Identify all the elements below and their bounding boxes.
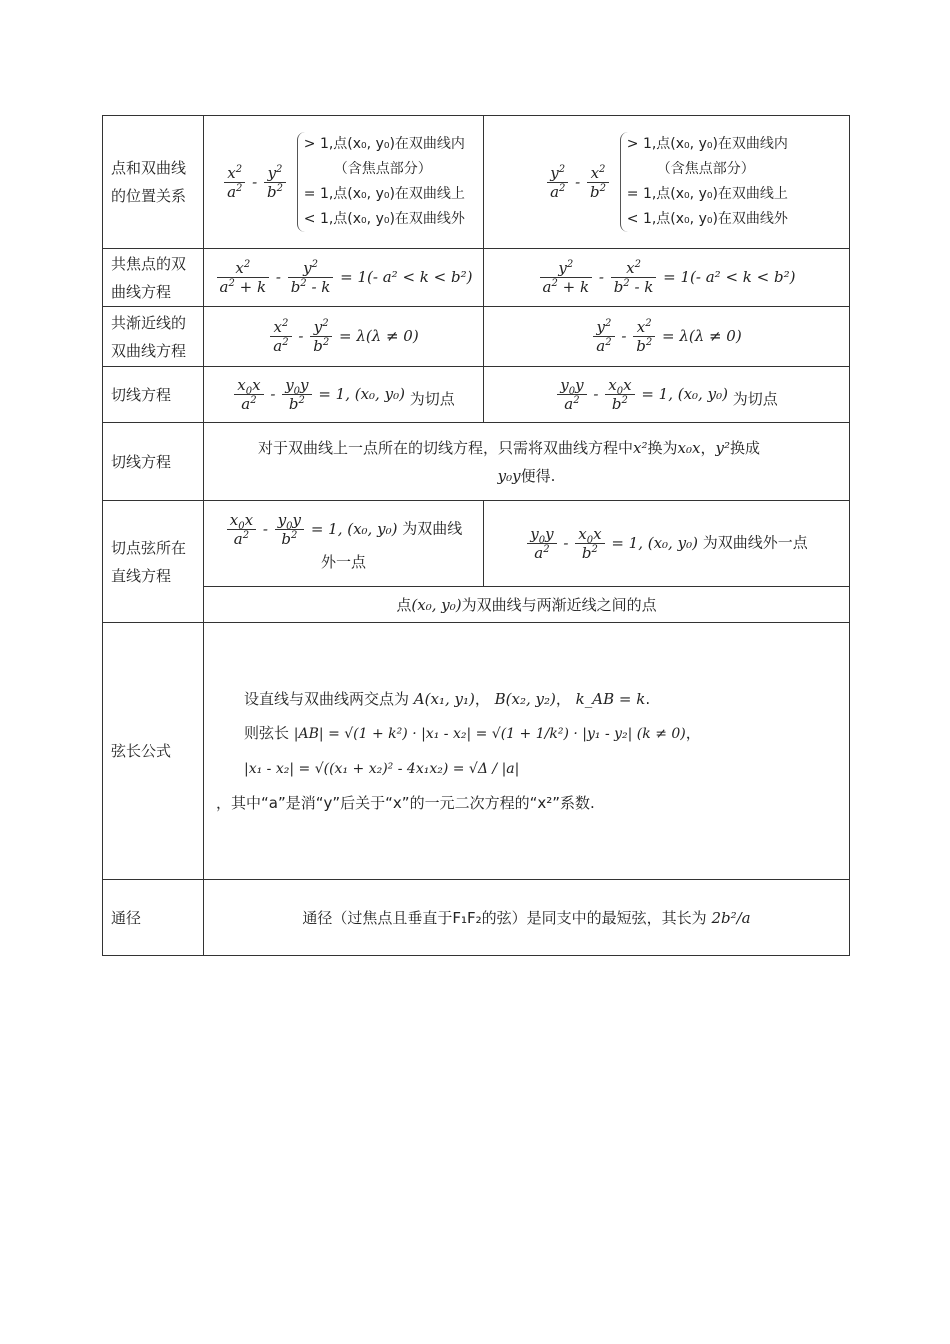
tangent-formula-y: $\frac{y_0y}{a^2}$ - $\frac{x_0x}{b^2}$ = 1, (x₀, y₀) bbox=[555, 385, 732, 403]
row-asymptote bbox=[103, 307, 850, 367]
chord-formula-y: $\frac{y_0y}{a^2}$ - $\frac{x_0x}{b^2}$ = 1, (x₀, y₀) bbox=[525, 534, 702, 552]
row-tangent-point: 切线方程 $\frac{x_0x}{a^2}$ - $\frac{y_0y}{b^2}$ = 1, (x₀, y₀) 为切点 $\frac{y_0y}{a^2}$ - $\frac{x_0x}{b^2}$ = 1, (x₀, y₀) 为切点 bbox=[103, 367, 850, 423]
row-tangent-rule bbox=[103, 423, 850, 501]
x-diff-formula: |x₁ - x₂| = √((x₁ + x₂)² - 4x₁x₂) = √Δ / |a| bbox=[244, 761, 520, 777]
chord-length-text: 设直线与双曲线两交点为 A(x₁, y₁)， B(x₂, y₂)， k_AB = k. 则弦长 |AB| = √(1 + k²) · |x₁ - x₂| = √(1 + 1/k²) · |y₁ - y₂| (k ≠ 0)， |x₁ - x₂| = √((x₁ + x₂)² - 4x₁x₂) = √Δ / |a| ，其中“a”是消“y”后关于“x”的一元二次方程的“x²”系数. bbox=[204, 623, 850, 880]
row-confocal bbox=[103, 249, 850, 307]
confocal-formula-x: $\frac{x^2}{a^2 + k}$ - $\frac{y^2}{b^2 - k}$ = 1(- a² < k < b²) bbox=[215, 268, 473, 286]
chord-formula-x: $\frac{x_0x}{a^2}$ - $\frac{y_0y}{b^2}$ = 1, (x₀, y₀) bbox=[225, 520, 402, 538]
row-chord-of-contact: 切点弦所在直线方程 $\frac{x_0x}{a^2}$ - $\frac{y_0y}{b^2}$ = 1, (x₀, y₀) 为双曲线 外一点 $\frac{y_0y}{a^2}$ - $\frac{x_0x}{b^2}$ = 1, (x₀, y₀) 为双曲线外一点 bbox=[103, 501, 850, 587]
row-latus-rectum bbox=[103, 880, 850, 956]
row-label: 点和双曲线的位置关系 bbox=[103, 116, 204, 249]
position-formula-y: $\frac{y^2}{a^2}$ - $\frac{x^2}{b^2}$ bbox=[545, 173, 616, 191]
row-label: 共焦点的双曲线方程 bbox=[103, 249, 204, 307]
formula-table bbox=[102, 115, 850, 956]
position-formula-x: $\frac{x^2}{a^2}$ - $\frac{y^2}{b^2}$ bbox=[222, 173, 293, 191]
confocal-formula-y: $\frac{y^2}{a^2 + k}$ - $\frac{x^2}{b^2 - k}$ = 1(- a² < k < b²) bbox=[538, 268, 796, 286]
row-chord-length bbox=[103, 623, 850, 880]
asymptote-formula-x: $\frac{x^2}{a^2}$ - $\frac{y^2}{b^2}$ = λ(λ ≠ 0) bbox=[268, 327, 418, 345]
latus-length: 2b²/a bbox=[711, 908, 751, 927]
row-label: 切线方程 bbox=[103, 423, 204, 501]
row-label: 切线方程 bbox=[103, 367, 204, 423]
tangent-rule-text: 对于双曲线上一点所在的切线方程，只需将双曲线方程中x²换为x₀x，y²换成 y₀y便得. bbox=[204, 423, 850, 501]
latus-rectum-text: 通径（过焦点且垂直于F₁F₂的弦）是同支中的最短弦，其长为 2b²/a bbox=[204, 880, 850, 956]
row-label: 通径 bbox=[103, 880, 204, 956]
position-y-cell bbox=[484, 116, 850, 249]
row-label: 切点弦所在直线方程 bbox=[103, 501, 204, 623]
row-chord-note: 点(x₀, y₀)为双曲线与两渐近线之间的点 bbox=[103, 587, 850, 623]
cases-brace: > 1,点(x₀, y₀)在双曲线内 （含焦点部分） = 1,点(x₀, y₀)在双曲线上 < 1,点(x₀, y₀)在双曲线外 bbox=[620, 132, 788, 232]
chord-length-formula: |AB| = √(1 + k²) · |x₁ - x₂| = √(1 + 1/k²) · |y₁ - y₂| (k ≠ 0) bbox=[293, 726, 686, 742]
asymptote-formula-y: $\frac{y^2}{a^2}$ - $\frac{x^2}{b^2}$ = λ(λ ≠ 0) bbox=[591, 327, 741, 345]
row-label: 共渐近线的双曲线方程 bbox=[103, 307, 204, 367]
position-x-cell bbox=[204, 116, 484, 249]
cases-brace: > 1,点(x₀, y₀)在双曲线内 （含焦点部分） = 1,点(x₀, y₀)在双曲线上 < 1,点(x₀, y₀)在双曲线外 bbox=[297, 132, 465, 232]
row-position bbox=[103, 116, 850, 249]
row-label: 弦长公式 bbox=[103, 623, 204, 880]
tangent-formula-x: $\frac{x_0x}{a^2}$ - $\frac{y_0y}{b^2}$ = 1, (x₀, y₀) bbox=[232, 385, 409, 403]
